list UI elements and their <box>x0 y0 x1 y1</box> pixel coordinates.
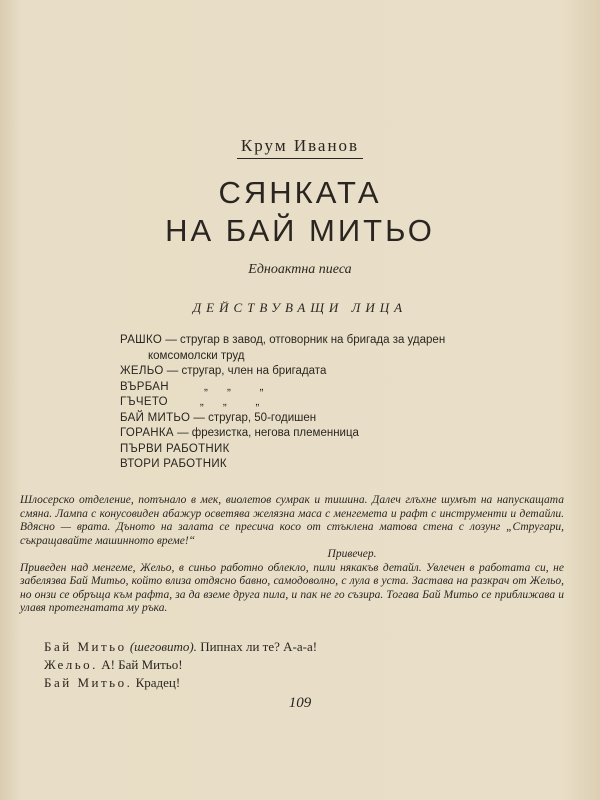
speaker-name: Бай Митьо. <box>44 675 133 690</box>
cast-entry <box>120 411 560 427</box>
stage-directions <box>20 494 564 616</box>
cast-list <box>120 333 560 473</box>
dialogue <box>44 638 564 692</box>
cast-entry <box>120 426 560 442</box>
stage-paragraph-1: Шлосерско отделение, потънало в мек, виолетов сумрак и тишина. Далеч глъхне шумът на напускащата смяна. Лампа с конусовиден абажур осветява желязна маса с менгемета и рафт с инструменти и детайли. Вдясно — врата. Дъното на залата се пресича косо от стъклена матова стена с лозунг „Стругари, съкращавайте машинното време!“ <box>20 494 564 547</box>
cast-description: комсомолски труд <box>148 349 245 362</box>
cast-description: — стругар в завод, отговорник на бригада за ударен <box>162 334 446 346</box>
author-line <box>0 136 600 159</box>
cast-entry <box>120 442 560 458</box>
dialogue-line <box>44 674 564 692</box>
cast-entry <box>120 333 560 349</box>
dialogue-line <box>44 656 564 674</box>
cast-entry <box>120 380 560 396</box>
play-subtitle: Едноактна пиеса <box>248 262 352 277</box>
cast-heading: ДЕЙСТВУВАЩИ ЛИЦА <box>192 300 408 315</box>
cast-entry <box>120 457 560 473</box>
cast-description: „ „ „ <box>168 380 264 393</box>
dialogue-line <box>44 638 564 656</box>
spoken-text: Крадец! <box>132 675 181 690</box>
cast-description: „ „ „ <box>167 396 260 408</box>
author-name: Крум Иванов <box>237 136 363 159</box>
play-title <box>0 174 600 250</box>
cast-name: БАЙ МИТЬО <box>120 411 191 424</box>
cast-description: — стругар, член на бригадата <box>163 365 327 377</box>
cast-entry <box>120 395 560 411</box>
cast-name: ВТОРИ РАБОТНИК <box>120 458 227 470</box>
stage-paragraph-2: Приведен над менгеме, Жельо, в синьо работно облекло, пили някакъв детайл. Увлечен в работата си, не забелязва Бай Митьо, който влиза отдясно бавно, самодоволно, с лула в уста. Застава на разкрач от Жельо, но онзи се обръща към рафта, за да вземе друга пила, и пак не го съзира. Тогава Бай Митьо се приближава и улавя протегнатата му ръка. <box>20 561 564 614</box>
cast-name: ГОРАНКА <box>120 427 174 439</box>
cast-name: ВЪРБАН <box>120 380 169 393</box>
speaker-name: Бай Митьо <box>44 639 127 654</box>
cast-name: ПЪРВИ РАБОТНИК <box>120 442 230 455</box>
title-line-2: НА БАЙ МИТЬО <box>165 213 435 248</box>
cast-name: ЖЕЛЬО <box>120 365 164 377</box>
title-line-1: СЯНКАТА <box>218 175 382 210</box>
cast-description: — стругар, 50-годишен <box>190 411 317 424</box>
page-number: 109 <box>288 695 312 711</box>
cast-name: ГЪЧЕТО <box>120 396 168 408</box>
speaker-name: Жельо. <box>44 657 98 672</box>
spoken-text: Пипнах ли те? А-а-а! <box>196 639 318 654</box>
cast-entry <box>120 349 560 365</box>
cast-name: РАШКО <box>120 334 163 346</box>
stage-direction: (шеговито). <box>129 639 197 654</box>
cast-entry <box>120 364 560 380</box>
cast-description: — фрезистка, негова племенница <box>173 427 359 439</box>
spoken-text: А! Бай Митьо! <box>97 657 183 672</box>
stage-paragraph-1-end: Привечер. <box>327 548 377 560</box>
